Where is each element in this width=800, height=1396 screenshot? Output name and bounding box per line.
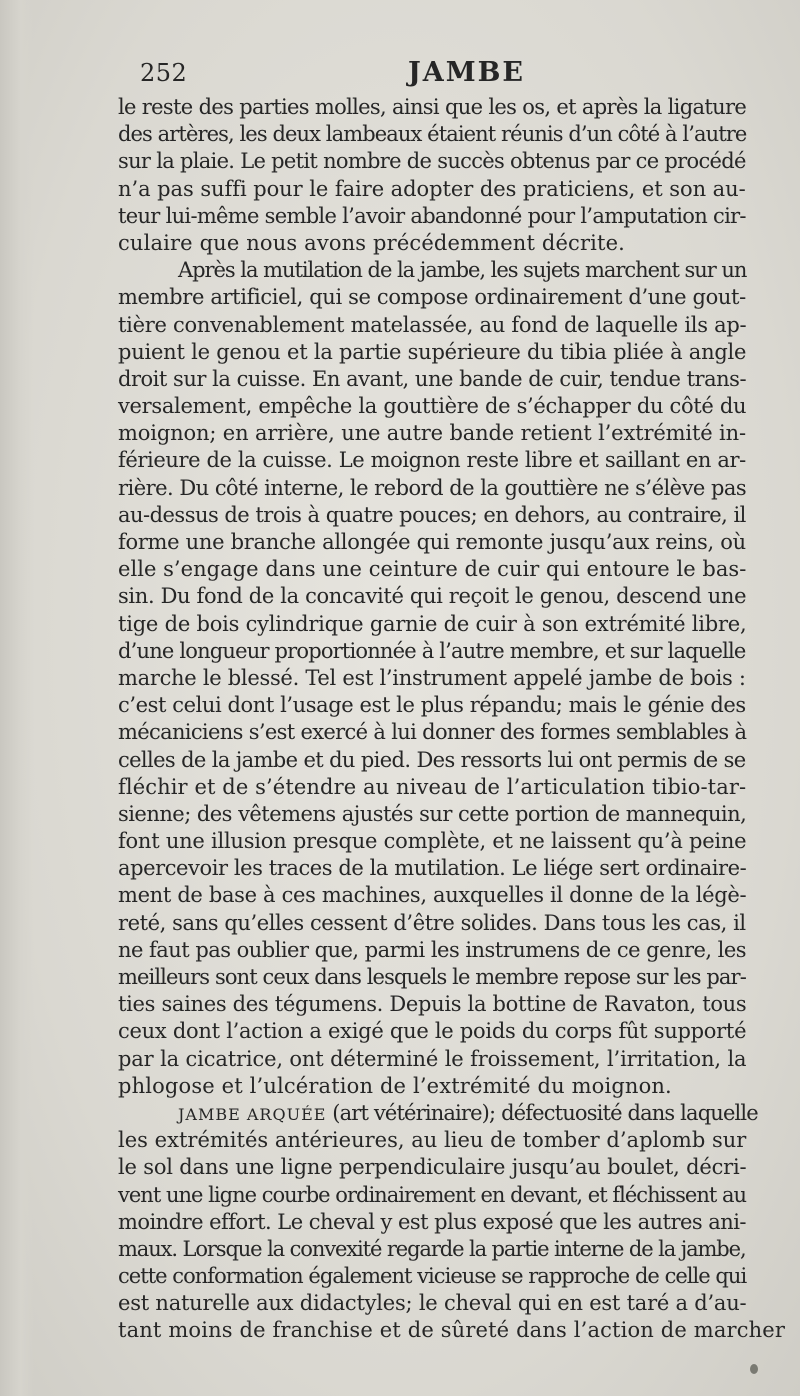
text-line: apercevoir les traces de la mutilation. Le liége sert ordinaire- [118, 856, 747, 881]
text-line: férieure de la cuisse. Le moignon reste libre et saillant en ar- [118, 448, 746, 473]
text-line: sin. Du fond de la concavité qui reçoit le genou, descend une [118, 584, 747, 609]
text-line: des artères, les deux lambeaux étaient réunis d’un côté à l’autre [118, 122, 747, 147]
text-line: le sol dans une ligne perpendiculaire jusqu’au boulet, décri- [118, 1155, 747, 1180]
text-line: marche le blessé. Tel est l’instrument appelé jambe de bois : [118, 665, 746, 690]
text-line: ment de base à ces machines, auxquelles il donne de la légè- [118, 883, 747, 908]
ink-spot [750, 1364, 758, 1374]
text-line: les extrémités antérieures, au lieu de tomber d’aplomb sur [118, 1128, 747, 1153]
text-line: d’une longueur proportionnée à l’autre membre, et sur laquelle [118, 638, 746, 663]
text-line: tant moins de franchise et de sûreté dans l’action de marcher [118, 1318, 786, 1343]
text-line: droit sur la cuisse. En avant, une bande de cuir, tendue trans- [118, 366, 747, 391]
text-line: font une illusion presque complète, et ne laissent qu’à peine [118, 829, 747, 854]
running-head: JAMBE [408, 57, 526, 88]
text-line: c’est celui dont l’usage est le plus répandu; mais le génie des [118, 693, 746, 718]
text-line: ties saines des tégumens. Depuis la bottine de Ravaton, tous [118, 992, 747, 1017]
text-line: reté, sans qu’elles cessent d’être solides. Dans tous les cas, il [118, 910, 746, 935]
page-header [118, 56, 678, 90]
text-line: ne faut pas oublier que, parmi les instrumens de ce genre, les [118, 937, 746, 962]
text-line: mécaniciens s’est exercé à lui donner des formes semblables à [118, 720, 747, 745]
text-line: sienne; des vêtemens ajustés sur cette portion de mannequin, [118, 801, 747, 826]
text-line: moignon; en arrière, une autre bande retient l’extrémité in- [118, 421, 746, 446]
entry-heading-line [118, 1100, 758, 1127]
page-number: 252 [140, 59, 188, 87]
text-line: par la cicatrice, ont déterminé le froissement, l’irritation, la [118, 1046, 747, 1071]
text-line: membre artificiel, qui se compose ordinairement d’une gout- [118, 285, 746, 310]
text-line: ceux dont l’action a exigé que le poids du corps fût supporté [118, 1019, 747, 1044]
text-line: versalement, empêche la gouttière de s’échapper du côté du [118, 394, 747, 419]
text-line: teur lui-même semble l’avoir abandonné pour l’amputation cir- [118, 203, 746, 228]
text-line: puient le genou et la partie supérieure du tibia pliée à angle [118, 339, 747, 364]
text-line: cette conformation également vicieuse se rapproche de celle qui [118, 1264, 747, 1289]
page-gutter [0, 0, 34, 1396]
entry-heading-rest: (art vétérinaire); défectuosité dans laquelle [326, 1100, 758, 1125]
text-line: phlogose et l’ulcération de l’extrémité du moignon. [118, 1073, 672, 1098]
text-line: au-dessus de trois à quatre pouces; en dehors, au contraire, il [118, 502, 746, 527]
text-line: fléchir et de s’étendre au niveau de l’articulation tibio-tar- [118, 774, 747, 799]
text-line: moindre effort. Le cheval y est plus exposé que les autres ani- [118, 1209, 746, 1234]
text-line: forme une branche allongée qui remonte jusqu’aux reins, où [118, 530, 746, 554]
text-line: n’a pas suffi pour le faire adopter des praticiens, et son au- [118, 176, 746, 201]
text-line: celles de la jambe et du pied. Des ressorts lui ont permis de se [118, 747, 746, 772]
paragraph-start-line: Après la mutilation de la jambe, les sujets marchent sur un [178, 258, 747, 283]
text-line: sur la plaie. Le petit nombre de succès obtenus par ce procédé [118, 149, 746, 174]
text-line: elle s’engage dans une ceinture de cuir qui entoure le bas- [118, 557, 747, 582]
text-line: tige de bois cylindrique garnie de cuir à son extrémité libre, [118, 611, 747, 636]
text-line: rière. Du côté interne, le rebord de la gouttière ne s’élève pas [118, 475, 747, 500]
text-line: vent une ligne courbe ordinairement en devant, et fléchissent au [118, 1182, 747, 1207]
text-line: le reste des parties molles, ainsi que les os, et après la ligature [118, 95, 747, 119]
text-line: culaire que nous avons précédemment décrite. [118, 230, 625, 255]
text-line: tière convenablement matelassée, au fond de laquelle ils ap- [118, 312, 747, 337]
body-text [118, 94, 786, 1345]
text-line: est naturelle aux didactyles; le cheval qui en est taré a d’au- [118, 1291, 747, 1316]
entry-heading: JAMBE ARQUÉE [178, 1104, 327, 1124]
text-line: meilleurs sont ceux dans lesquels le membre repose sur les par- [118, 965, 746, 989]
text-line: maux. Lorsque la convexité regarde la partie interne de la jambe, [118, 1236, 746, 1261]
